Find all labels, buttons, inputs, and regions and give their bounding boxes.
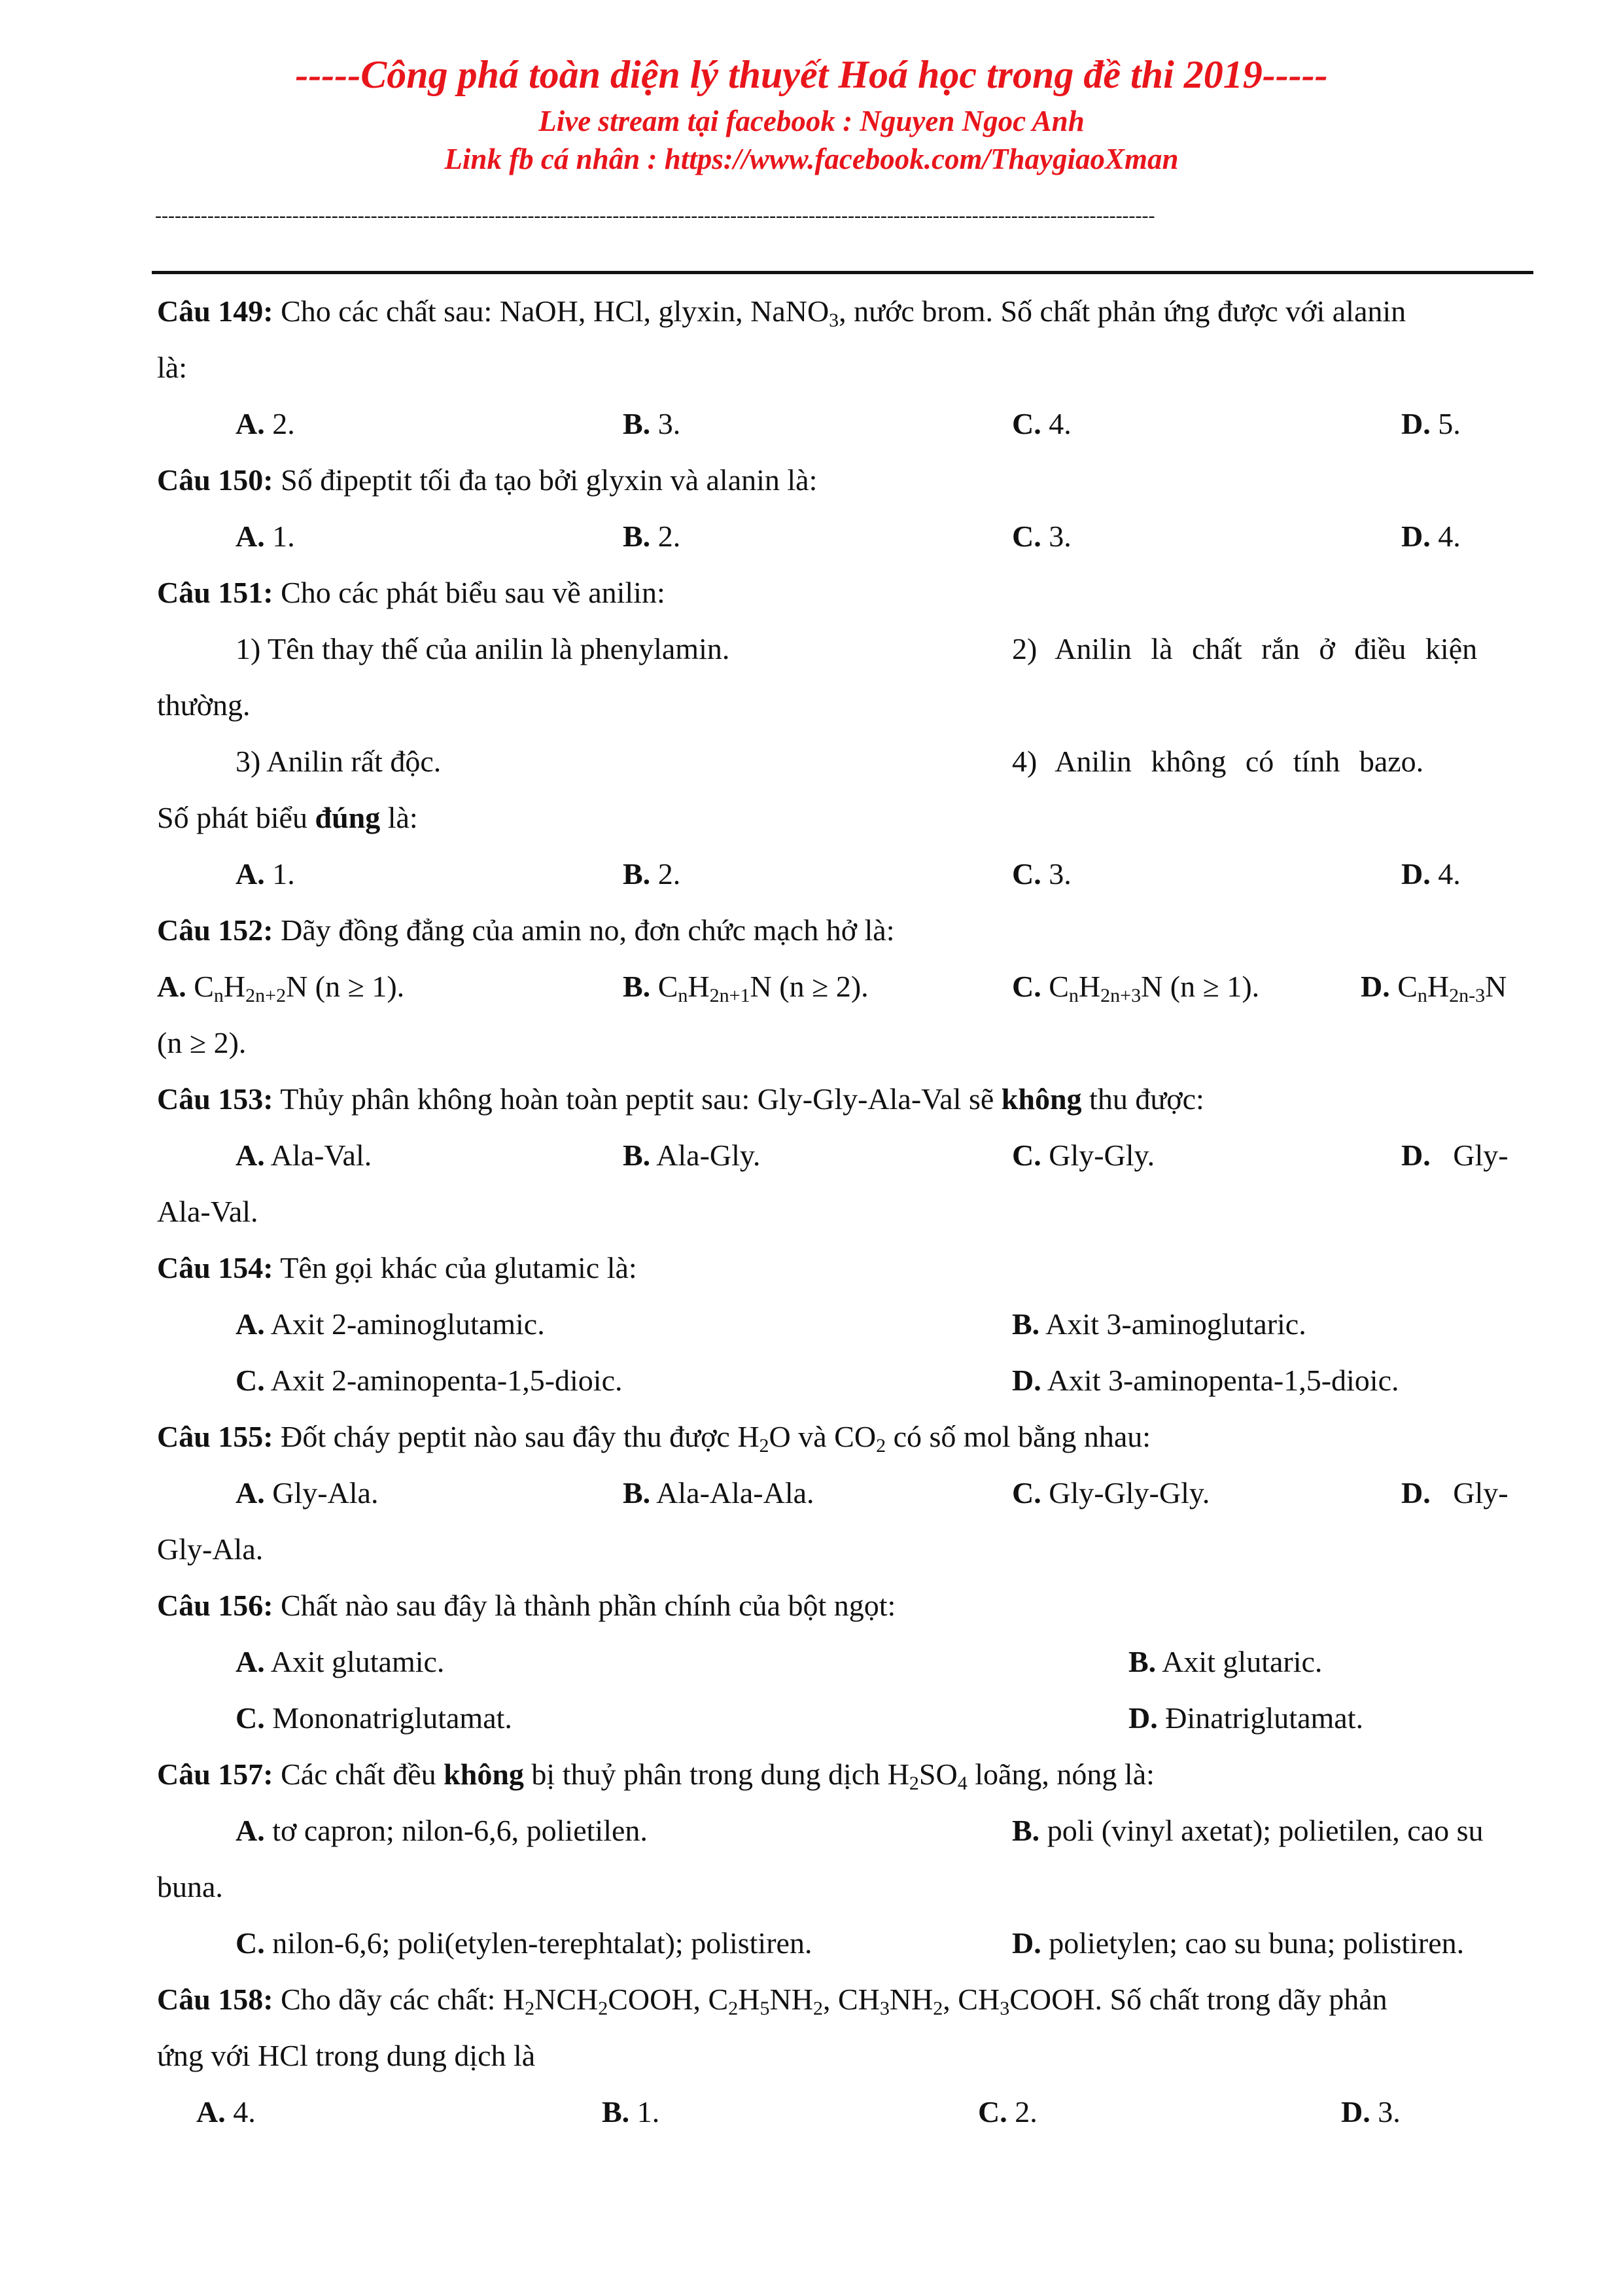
option-letter: D. xyxy=(1361,970,1390,1003)
formula-subscript: 2n+3 xyxy=(1100,985,1142,1006)
option-a[interactable] xyxy=(236,1465,378,1521)
formula: , CH xyxy=(822,1983,880,2016)
formula-subscript: 5 xyxy=(759,1998,770,2019)
option-a[interactable] xyxy=(236,1296,545,1352)
question-label: Câu 155: xyxy=(157,1420,273,1453)
question-151-stem xyxy=(157,565,665,621)
option-letter: B. xyxy=(623,1476,651,1510)
option-letter: A. xyxy=(236,1645,265,1678)
option-text: 3. xyxy=(1041,857,1072,891)
formula-subscript: n xyxy=(213,985,224,1006)
option-b[interactable] xyxy=(1128,1634,1322,1690)
formula-subscript: 2n+2 xyxy=(245,985,287,1006)
option-text: 1. xyxy=(629,2095,660,2128)
option-letter: A. xyxy=(157,970,186,1003)
question-text: bị thuỷ phân trong dung dịch H xyxy=(523,1757,909,1791)
option-text: 4. xyxy=(1041,407,1072,440)
option-text: 3. xyxy=(1041,520,1072,553)
formula-subscript: 2 xyxy=(812,1998,823,2019)
statement-3: 3) Anilin rất độc. xyxy=(236,745,442,778)
option-letter: D. xyxy=(1341,2095,1370,2128)
option-letter: B. xyxy=(1012,1814,1040,1847)
page-header xyxy=(0,47,1623,178)
option-text: Ala-Val. xyxy=(264,1139,372,1172)
option-a[interactable] xyxy=(236,396,295,452)
option-letter: C. xyxy=(978,2095,1007,2128)
option-a[interactable] xyxy=(196,2084,256,2140)
formula-subscript: n xyxy=(1417,985,1427,1006)
question-text: Cho các phát biểu sau về anilin: xyxy=(273,576,665,609)
option-text: Axit 3-aminoglutaric. xyxy=(1039,1307,1306,1341)
option-a[interactable] xyxy=(236,508,295,565)
formula-subscript: 2 xyxy=(909,1773,919,1794)
question-text: Cho các chất sau: NaOH, HCl, glyxin, xyxy=(273,294,751,328)
option-d[interactable] xyxy=(1012,1915,1464,1971)
option-a[interactable] xyxy=(236,1127,372,1184)
formula-subscript: 2 xyxy=(933,1998,943,2019)
question-149-stem xyxy=(157,283,1514,340)
option-text: Mononatriglutamat. xyxy=(264,1701,512,1735)
formula-subscript: 2 xyxy=(728,1998,739,2019)
question-emphasis: không xyxy=(444,1757,524,1791)
formula-subscript: n xyxy=(678,985,688,1006)
question-emphasis: không xyxy=(1001,1082,1082,1116)
option-d-continued: Gly-Ala. xyxy=(157,1532,264,1566)
option-text: Axit glutaric. xyxy=(1156,1645,1323,1678)
header-title: -----Công phá toàn diện lý thuyết Hoá học trong đề thi 2019----- xyxy=(295,53,1328,96)
option-text: nilon-6,6; poli(etylen-terephtalat); polistiren. xyxy=(264,1926,812,1960)
option-letter: B. xyxy=(602,2095,630,2128)
question-text: Dãy đồng đẳng của amin no, đơn chức mạch hở là: xyxy=(273,913,895,947)
option-letter: B. xyxy=(623,520,651,553)
option-c[interactable] xyxy=(236,1352,623,1409)
option-text: Ala-Ala-Ala. xyxy=(650,1476,814,1510)
formula: NCH xyxy=(534,1983,599,2016)
question-158-stem-continued: ứng với HCl trong dung dịch là xyxy=(157,2039,536,2072)
option-letter: C. xyxy=(1012,857,1041,891)
option-d[interactable] xyxy=(1341,2084,1401,2140)
option-c[interactable] xyxy=(1012,959,1259,1015)
formula: NaNO xyxy=(750,294,829,328)
question-label: Câu 156: xyxy=(157,1589,273,1622)
option-b[interactable] xyxy=(1012,1296,1306,1352)
prompt-emphasis: đúng xyxy=(315,801,381,834)
option-d[interactable] xyxy=(1401,1127,1509,1184)
statement-4: 4) Anilin không có tính bazo. xyxy=(1012,745,1424,778)
option-letter: A. xyxy=(236,1476,265,1510)
formula-subscript: 2n-3 xyxy=(1449,985,1486,1006)
question-157-stem xyxy=(157,1746,1155,1803)
option-letter: D. xyxy=(1401,1139,1431,1172)
question-151-prompt xyxy=(157,790,418,846)
option-text: Axit 3-aminopenta-1,5-dioic. xyxy=(1041,1364,1399,1397)
option-text: Gly- xyxy=(1430,1139,1509,1172)
option-text: 5. xyxy=(1430,407,1461,440)
question-label: Câu 150: xyxy=(157,463,273,497)
formula: C xyxy=(650,970,678,1003)
option-c[interactable] xyxy=(1012,508,1072,565)
option-text: poli (vinyl axetat); polietilen, cao su xyxy=(1039,1814,1484,1847)
option-letter: A. xyxy=(236,1814,265,1847)
option-a[interactable] xyxy=(236,1634,444,1690)
formula: H xyxy=(1427,970,1450,1003)
option-letter: C. xyxy=(1012,520,1041,553)
option-letter: D. xyxy=(1401,520,1431,553)
formula: COOH, C xyxy=(608,1983,729,2016)
option-text: 2. xyxy=(1007,2095,1038,2128)
option-d[interactable] xyxy=(1128,1690,1363,1746)
option-c[interactable] xyxy=(1012,846,1072,902)
question-text: thu được: xyxy=(1081,1082,1204,1116)
formula: C xyxy=(1041,970,1069,1003)
formula-subscript: 2 xyxy=(876,1435,886,1457)
option-letter: C. xyxy=(236,1364,265,1397)
option-letter: B. xyxy=(623,857,651,891)
statement-1: 1) Tên thay thế của anilin là phenylamin. xyxy=(236,632,730,665)
formula-subscript: 3 xyxy=(829,309,839,331)
option-letter: D. xyxy=(1401,1476,1431,1510)
formula: N (n ≥ 1). xyxy=(286,970,405,1003)
option-letter: D. xyxy=(1012,1364,1041,1397)
option-c[interactable] xyxy=(978,2084,1038,2140)
dashed-separator: --------------------------------------------------------------------------------------------------------------------------------------------------------- xyxy=(155,205,1155,226)
option-d[interactable] xyxy=(1361,959,1507,1015)
option-d[interactable] xyxy=(1401,396,1461,452)
formula: NH xyxy=(769,1983,813,2016)
option-c[interactable] xyxy=(1012,1127,1155,1184)
question-label: Câu 154: xyxy=(157,1251,273,1284)
question-149-stem-continued: là: xyxy=(157,351,187,384)
question-154-stem xyxy=(157,1240,637,1296)
option-d-continued: (n ≥ 2). xyxy=(157,1026,247,1059)
formula-subscript: 2 xyxy=(759,1435,769,1457)
question-text: Các chất đều xyxy=(273,1757,444,1791)
statement-2: 2) Anilin là chất rắn ở điều kiện xyxy=(1012,632,1478,665)
option-text: tơ capron; nilon-6,6, polietilen. xyxy=(264,1814,648,1847)
question-text: loãng, nóng là: xyxy=(967,1757,1155,1791)
option-letter: D. xyxy=(1128,1701,1158,1735)
prompt-text: Số phát biểu xyxy=(157,801,315,834)
option-b[interactable] xyxy=(623,1127,760,1184)
option-c[interactable] xyxy=(236,1690,512,1746)
question-label: Câu 151: xyxy=(157,576,273,609)
option-text: Axit glutamic. xyxy=(264,1645,445,1678)
header-rule xyxy=(152,271,1533,274)
option-letter: B. xyxy=(623,407,651,440)
question-text: , nước brom. Số chất phản ứng được với alanin xyxy=(839,294,1406,328)
formula-subscript: n xyxy=(1068,985,1079,1006)
formula: H xyxy=(688,970,710,1003)
option-text: 2. xyxy=(650,520,681,553)
question-153-stem xyxy=(157,1071,1204,1127)
question-156-stem xyxy=(157,1578,896,1634)
option-text: Axit 2-aminoglutamic. xyxy=(264,1307,545,1341)
option-letter: B. xyxy=(1012,1307,1040,1341)
formula: H xyxy=(223,970,246,1003)
option-b[interactable] xyxy=(623,846,680,902)
option-b[interactable] xyxy=(602,2084,659,2140)
question-text: COOH. Số chất trong dãy phản xyxy=(1009,1983,1387,2016)
option-letter: A. xyxy=(236,1307,265,1341)
option-b[interactable] xyxy=(623,959,869,1015)
option-d[interactable] xyxy=(1401,1465,1509,1521)
option-letter: C. xyxy=(236,1926,265,1960)
formula: H xyxy=(738,1983,760,2016)
option-text: Axit 2-aminopenta-1,5-dioic. xyxy=(264,1364,623,1397)
question-label: Câu 158: xyxy=(157,1983,273,2016)
option-b[interactable] xyxy=(1012,1803,1484,1859)
option-text: 2. xyxy=(650,857,681,891)
option-text: 3. xyxy=(1370,2095,1401,2128)
option-letter: D. xyxy=(1401,857,1431,891)
question-text: có số mol bằng nhau: xyxy=(886,1420,1151,1453)
question-label: Câu 157: xyxy=(157,1757,273,1791)
option-text: polietylen; cao su buna; polistiren. xyxy=(1041,1926,1465,1960)
formula: C xyxy=(1389,970,1418,1003)
question-label: Câu 152: xyxy=(157,913,273,947)
option-letter: B. xyxy=(623,970,651,1003)
header-livestream: Live stream tại facebook : Nguyen Ngoc Anh xyxy=(538,105,1085,137)
question-text: Chất nào sau đây là thành phần chính của bột ngọt: xyxy=(273,1589,896,1622)
option-text: Gly-Ala. xyxy=(264,1476,379,1510)
option-text: 1. xyxy=(264,857,295,891)
option-a[interactable] xyxy=(157,959,404,1015)
option-d[interactable] xyxy=(1401,508,1461,565)
option-text: 4. xyxy=(1430,857,1461,891)
option-letter: A. xyxy=(236,520,265,553)
option-text: 4. xyxy=(225,2095,256,2128)
question-label: Câu 149: xyxy=(157,294,273,328)
formula: N (n ≥ 1). xyxy=(1141,970,1260,1003)
option-c[interactable] xyxy=(1012,396,1072,452)
question-text: Số đipeptit tối đa tạo bởi glyxin và alanin là: xyxy=(273,463,818,497)
option-letter: B. xyxy=(1128,1645,1157,1678)
option-letter: D. xyxy=(1401,407,1431,440)
question-label: Câu 153: xyxy=(157,1082,273,1116)
prompt-text: là: xyxy=(380,801,418,834)
option-a[interactable] xyxy=(236,846,295,902)
header-facebook-link: Link fb cá nhân : https://www.facebook.com/ThaygiaoXman xyxy=(444,143,1179,175)
option-text: 4. xyxy=(1430,520,1461,553)
option-letter: D. xyxy=(1012,1926,1041,1960)
option-letter: A. xyxy=(196,2095,226,2128)
option-text: Đinatriglutamat. xyxy=(1157,1701,1363,1735)
option-text: 3. xyxy=(650,407,681,440)
question-158-stem xyxy=(157,1971,1387,2028)
option-letter: B. xyxy=(623,1139,651,1172)
formula-subscript: 2 xyxy=(525,1998,535,2019)
option-d-continued: Ala-Val. xyxy=(157,1195,258,1228)
formula: C xyxy=(186,970,214,1003)
option-c[interactable] xyxy=(236,1915,812,1971)
formula: Cho dãy các chất: H xyxy=(273,1983,525,2016)
option-letter: C. xyxy=(1012,1476,1041,1510)
formula-subscript: 4 xyxy=(957,1773,968,1794)
formula: N xyxy=(1485,970,1507,1003)
question-text: SO xyxy=(918,1757,958,1791)
question-text: Thủy phân không hoàn toàn peptit sau: Gly-Gly-Ala-Val sẽ xyxy=(273,1082,1002,1116)
question-150-stem xyxy=(157,452,817,508)
option-letter: A. xyxy=(236,857,265,891)
option-a[interactable] xyxy=(236,1803,648,1859)
statement-2-continued: thường. xyxy=(157,688,251,722)
formula-subscript: 2n+1 xyxy=(709,985,750,1006)
formula: NH xyxy=(889,1983,934,2016)
formula-subscript: 2 xyxy=(598,1998,608,2019)
option-b[interactable] xyxy=(623,508,680,565)
option-text: Ala-Gly. xyxy=(650,1139,761,1172)
option-letter: C. xyxy=(236,1701,265,1735)
option-c[interactable] xyxy=(1012,1465,1210,1521)
formula-subscript: 3 xyxy=(879,1998,890,2019)
option-text: Gly- xyxy=(1430,1476,1509,1510)
option-letter: C. xyxy=(1012,970,1041,1003)
option-b[interactable] xyxy=(623,1465,814,1521)
option-d[interactable] xyxy=(1012,1352,1399,1409)
question-text: O và CO xyxy=(769,1420,877,1453)
question-155-stem xyxy=(157,1409,1151,1465)
option-letter: C. xyxy=(1012,407,1041,440)
option-text: 2. xyxy=(264,407,295,440)
option-letter: A. xyxy=(236,407,265,440)
formula: H xyxy=(1078,970,1101,1003)
formula: , CH xyxy=(943,1983,1000,2016)
option-text: Gly-Gly-Gly. xyxy=(1041,1476,1210,1510)
formula-subscript: 3 xyxy=(1000,1998,1010,2019)
option-b[interactable] xyxy=(623,396,680,452)
question-text: Đốt cháy peptit nào sau đây thu được H xyxy=(273,1420,759,1453)
option-text: Gly-Gly. xyxy=(1041,1139,1155,1172)
formula: N (n ≥ 2). xyxy=(750,970,869,1003)
question-152-stem xyxy=(157,902,895,959)
option-d[interactable] xyxy=(1401,846,1461,902)
question-text: Tên gọi khác của glutamic là: xyxy=(273,1251,637,1284)
option-letter: A. xyxy=(236,1139,265,1172)
option-text: 1. xyxy=(264,520,295,553)
option-letter: C. xyxy=(1012,1139,1041,1172)
option-b-continued: buna. xyxy=(157,1870,223,1903)
